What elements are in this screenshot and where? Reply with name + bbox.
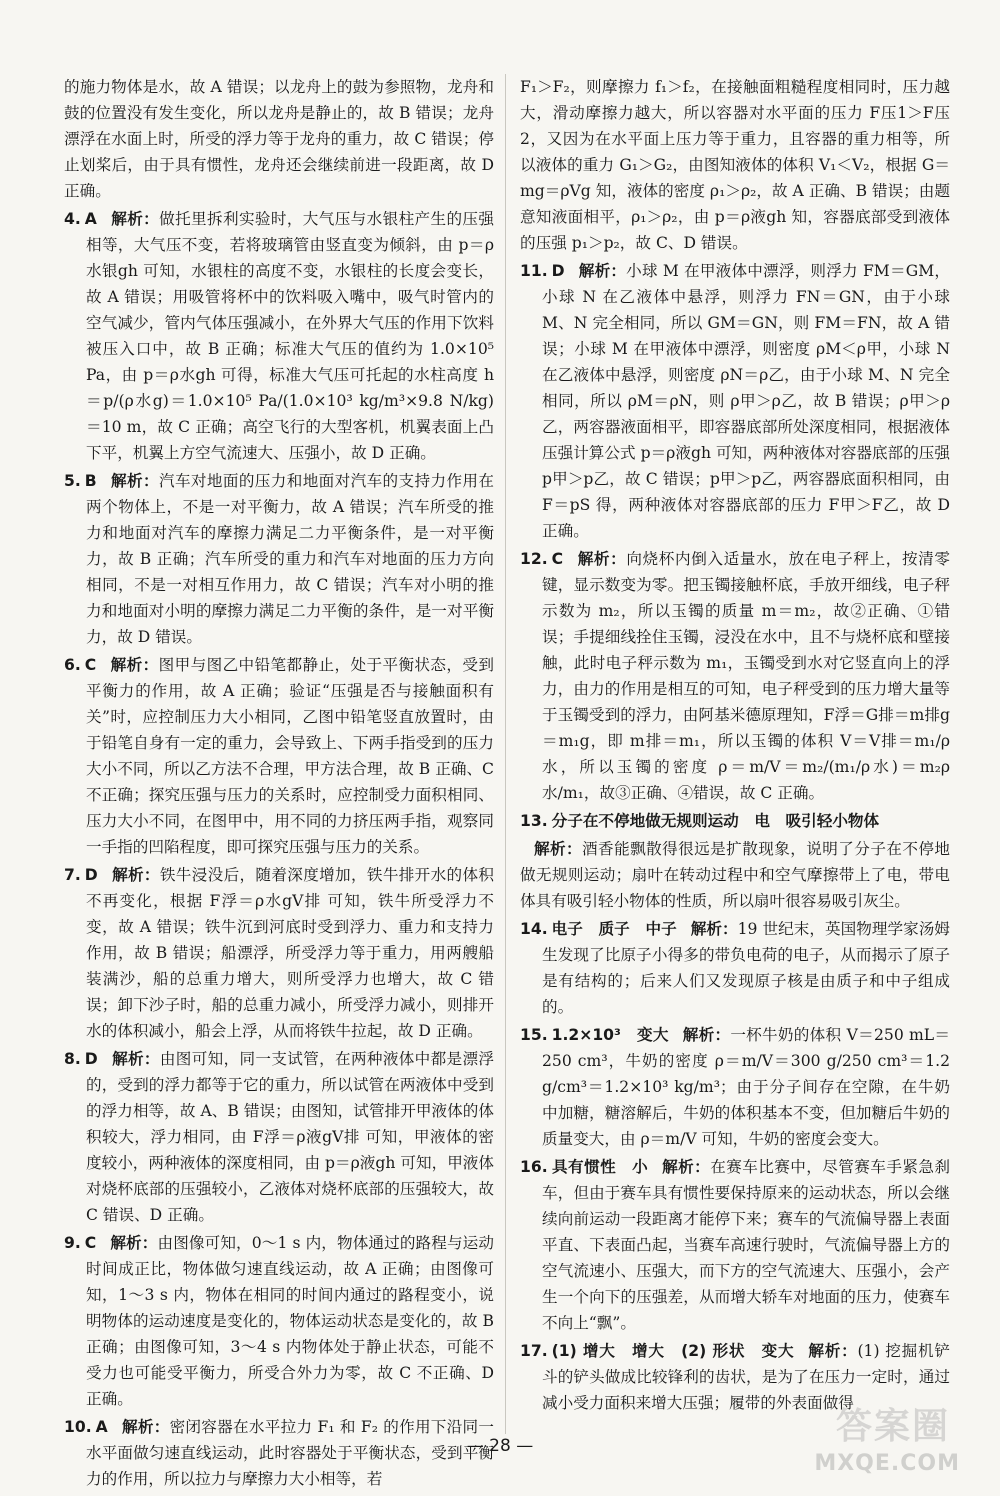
answer-item [64,206,494,466]
answer-choice: 具有惯性 小 [551,1158,649,1176]
answer-choice: C [84,656,97,674]
analysis-text: 在赛车比赛中，尽管赛车手紧急刹车，但由于赛车具有惯性要保持原来的运动状态，所以会继续向前运动一段距离才能停下来；赛车的气流偏导器上表面平直、下表面凸起，当赛车高速行驶时，气流偏导器上方的空气流速小、压强大，而下方的空气流速大、压强小，会产生一个向下的压强差，从而增大轿车对地面的压力，使赛车不向上“飘”。 [542,1158,950,1332]
analysis-label: 解析： [121,1418,170,1436]
question-number: 6. [64,656,81,674]
answer-choice: D [84,1050,98,1068]
analysis-text: 19 世纪末，英国物理学家汤姆生发现了比原子小得多的带负电荷的电子，从而揭示了原子是有结构的；后来人们又发现原子核是由质子和中子组成的。 [542,920,950,1016]
answer-item [64,862,494,1044]
answer-item [520,836,950,914]
analysis-label: 解析： [578,262,627,280]
answer-choice: D [551,262,565,280]
question-number: 5. [64,472,81,490]
answer-choice: C [84,1234,97,1252]
question-number: 11. [520,262,548,280]
analysis-label: 解析： [808,1342,858,1360]
answer-item [64,652,494,860]
analysis-text: F₁＞F₂，则摩擦力 f₁＞f₂，在接触面粗糙程度相同时，压力越大，滑动摩擦力越大，所以容器对水平面的压力 F压1＞F压2，又因为在水平面上压力等于重力，且容器的重力相等，所以液体的重力 G₁＞G₂，由图知液体的体积 V₁＜V₂，根据 G＝mg＝ρVg 知，液体的密度 ρ₁＞ρ₂，故 A 正确、B 错误；由题意知液面相平，ρ₁＞ρ₂，由 p＝ρ液gh 知，容器底部受到液体的压强 p₁＞p₂，故 C、D 错误。 [520,78,950,252]
page-number: — 28 — [466,1436,534,1456]
analysis-label: 解析： [111,866,160,884]
question-number: 10. [64,1418,92,1436]
answer-item [520,258,950,544]
question-number: 15. [520,1026,548,1044]
answer-item [64,1230,494,1412]
analysis-label: 解析： [110,472,159,490]
answer-choice: (1) 增大 增大 (2) 形状 变大 [551,1342,795,1360]
analysis-text: (1) 挖掘机铲斗的铲头做成比较锋利的齿状，是为了在压力一定时，通过减小受力面积来增大压强；履带的外表面做得 [542,1342,950,1412]
question-number: 14. [520,920,548,938]
analysis-text: 密闭容器在水平拉力 F₁ 和 F₂ 的作用下沿同一水平面做匀速直线运动，此时容器处于平衡状态，受到平衡力的作用，所以拉力与摩擦力大小相等，若 [86,1418,494,1488]
question-number: 4. [64,210,81,228]
question-number: 12. [520,550,548,568]
column-divider [505,74,506,1434]
analysis-label: 解析： [682,1026,731,1044]
left-column [64,74,494,1494]
question-number: 16. [520,1158,548,1176]
answer-choice: B [84,472,97,490]
analysis-text: 的施力物体是水，故 A 错误；以龙舟上的鼓为参照物，龙舟和鼓的位置没有发生变化，所以龙舟是静止的，故 B 错误；龙舟漂浮在水面上时，所受的浮力等于龙舟的重力，故 C 错误；停止划桨后，由于具有惯性，龙舟还会继续前进一段距离，故 D 正确。 [64,78,494,200]
watermark-site: MXQE.COM [814,1451,960,1476]
analysis-label: 解析： [662,1158,711,1176]
analysis-text: 向烧杯内倒入适量水，放在电子秤上，按清零键，显示数变为零。把玉镯接触杯底，手放开细线，电子秤示数为 m₂，所以玉镯的质量 m＝m₂，故②正确、①错误；手提细线拴住玉镯，浸没在水中，且不与烧杯底和壁接触，此时电子秤示数为 m₁，玉镯受到水对它竖直向上的浮力，由力的作用是相互的可知，电子秤受到的压力增大量等于玉镯受到的浮力，由阿基米德原理知，F浮＝G排＝m排g＝m₁g，即 m排＝m₁，所以玉镯的体积 V＝V排＝m₁/ρ水，所以玉镯的密度 ρ＝m/V＝m₂/(m₁/ρ水)＝m₂ρ水/m₁，故③正确、④错误，故 C 正确。 [542,550,950,802]
answer-choice: A [84,210,97,228]
watermark-brand: 答案圈 [835,1406,950,1447]
analysis-label: 解析： [111,1050,160,1068]
analysis-text: 做托里拆利实验时，大气压与水银柱产生的压强相等，大气压不变，若将玻璃管由竖直变为倾斜，由 p＝ρ水银gh 可知，水银柱的高度不变，水银柱的长度会变长，故 A 错误；用吸管将杯中的饮料吸入嘴中，吸气时管内的空气减少，管内气体压强减小，在外界大气压的作用下饮料被压入口中，故 B 正确；标准大气压的值约为 1.0×10⁵ Pa，由 p＝ρ水gh 可得，标准大气压可托起的水柱高度 h＝p/(ρ水g)＝1.0×10⁵ Pa/(1.0×10³ kg/m³×9.8 N/kg)＝10 m，故 C 正确；高空飞行的大型客机，机翼表面上凸下平，机翼上方空气流速大、压强小，故 D 正确。 [86,210,494,462]
analysis-text: 小球 M 在甲液体中漂浮，则浮力 FM＝GM，小球 N 在乙液体中悬浮，则浮力 FN＝GN，由于小球 M、N 完全相同，所以 GM＝GN，则 FM＝FN，故 A 错误；小球 M 在甲液体中漂浮，则密度 ρM＜ρ甲，小球 N 在乙液体中悬浮，则密度 ρN＝ρ乙，由于小球 M、N 完全相同，所以 ρM＝ρN，则 ρ甲＞ρ乙，故 B 错误；ρ甲＞ρ乙，两容器液面相平，即容器底部所处深度相同，根据液体压强计算公式 p＝ρ液gh 可知，两种液体对容器底部的压强 p甲＞p乙，故 C 错误；p甲＞p乙，两容器底面积相同，由 F＝pS 得，两种液体对容器底部的压力 F甲＞F乙，故 D 正确。 [542,262,950,540]
answer-item [64,468,494,650]
answer-choice: 电子 质子 中子 [551,920,677,938]
analysis-text: 铁牛浸没后，随着深度增加，铁牛排开水的体积不再变化，根据 F浮＝ρ水gV排 可知，铁牛所受浮力不变，故 A 错误；铁牛沉到河底时受到浮力、重力和支持力作用，故 B 错误；船漂浮，所受浮力等于重力，用两艘船装满沙，船的总重力增大，则所受浮力也增大，故 C 错误；卸下沙子时，船的总重力减小，所受浮力减小，则排开水的体积减小，船会上浮，从而将铁牛拉起，故 D 正确。 [86,866,494,1040]
analysis-text: 由图像可知，0～1 s 内，物体通过的路程与运动时间成正比，物体做匀速直线运动，故 A 正确；由图像可知，1～3 s 内，物体在相同的时间内通过的路程变小，说明物体的运动速度是变化的，物体运动状态是变化的，故 B 正确；由图像可知，3～4 s 内物体处于静止状态，可能不受力也可能受平衡力，所受合外力为零，故 C 不正确、D 正确。 [86,1234,494,1408]
question-number: 17. [520,1342,548,1360]
question-number: 13. [520,812,548,830]
answer-choice: 分子在不停地做无规则运动 电 吸引轻小物体 [551,812,880,830]
analysis-label: 解析： [690,920,738,938]
right-column [520,74,950,1418]
answer-item [520,808,950,834]
question-number: 7. [64,866,81,884]
analysis-label: 解析： [577,550,627,568]
answer-item [520,1022,950,1152]
analysis-text: 由图可知，同一支试管，在两种液体中都是漂浮的，受到的浮力都等于它的重力，所以试管在两液体中受到的浮力相等，故 A、B 错误；由图知，试管排开甲液体的体积较大，浮力相同，由 F浮＝ρ液gV排 可知，甲液体的密度较小，两种液体的深度相同，由 p＝ρ液gh 可知，甲液体对烧杯底部的压强较小，乙液体对烧杯底部的压强较大，故 C 错误、D 正确。 [86,1050,494,1224]
analysis-text: 一杯牛奶的体积 V＝250 mL＝250 cm³，牛奶的密度 ρ＝m/V＝300 g/250 cm³＝1.2 g/cm³＝1.2×10³ kg/m³；由于分子间存在空隙，在牛奶中加糖，糖溶解后，牛奶的体积基本不变，但加糖后牛奶的质量变大，由 ρ＝m/V 可知，牛奶的密度会变大。 [542,1026,950,1148]
answer-choice: D [84,866,98,884]
analysis-text: 汽车对地面的压力和地面对汽车的支持力作用在两个物体上，不是一对平衡力，故 A 错误；汽车所受的推力和地面对汽车的摩擦力满足二力平衡条件，是一对平衡力，故 B 正确；汽车所受的重力和汽车对地面的压力方向相同，不是一对相互作用力，故 C 错误；汽车对小明的推力和地面对小明的摩擦力满足二力平衡的条件，是一对平衡力，故 D 错误。 [86,472,494,646]
answer-item [520,916,950,1020]
answer-item [520,1154,950,1336]
analysis-text: 图甲与图乙中铅笔都静止，处于平衡状态，受到平衡力的作用，故 A 正确；验证“压强是否与接触面积有关”时，应控制压力大小相同，乙图中铅笔竖直放置时，由于铅笔自身有一定的重力，会导致上、下两手指受到的压力大小不同，所以乙方法不合理，甲方法合理，故 B 正确、C 不正确；探究压强与压力的关系时，应控制受力面积相同、压力大小不同，在图甲中，用不同的力挤压两手指，观察同一手指的凹陷程度，即可探究压强与压力的关系。 [86,656,494,856]
question-number: 8. [64,1050,81,1068]
watermark-logo [770,1398,960,1476]
answer-item [64,74,494,204]
analysis-text: 酒香能飘散得很远是扩散现象，说明了分子在不停地做无规则运动；扇叶在转动过程中和空气摩擦带上了电，带电体具有吸引轻小物体的性质，所以扇叶很容易吸引灰尘。 [520,840,950,910]
answer-choice: 1.2×10³ 变大 [551,1026,669,1044]
analysis-label: 解析： [534,840,583,858]
analysis-label: 解析： [110,210,160,228]
question-number: 9. [64,1234,81,1252]
answer-choice: A [95,1418,108,1436]
answer-choice: C [551,550,564,568]
analysis-label: 解析： [110,1234,158,1252]
answer-item [520,546,950,806]
answer-item [64,1046,494,1228]
analysis-label: 解析： [110,656,159,674]
answer-item [520,74,950,256]
